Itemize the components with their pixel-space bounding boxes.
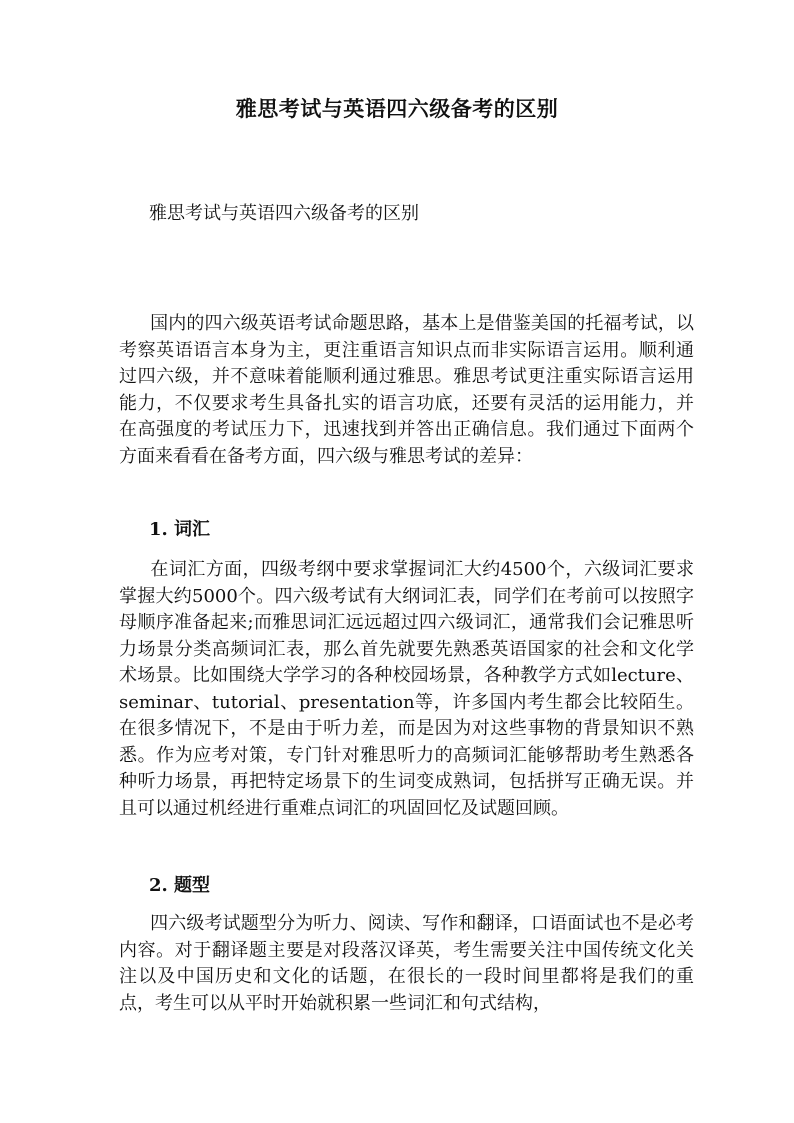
document-subtitle: 雅思考试与英语四六级备考的区别 <box>149 203 419 224</box>
page-title: 雅思考试与英语四六级备考的区别 <box>235 96 559 121</box>
question-types-paragraph <box>119 911 694 1017</box>
vocabulary-paragraph-text: 在词汇方面，四级考纲中要求掌握词汇大约4500个，六级词汇要求掌握大约5000个。四六级考试有大纲词汇表，同学们在考前可以按照字母顺序准备起来;而雅思词汇远远超过四六级词汇，通常我们会记雅思听力场景分类高频词汇表，那么首先就要先熟悉英语国家的社会和文化学术场景。比如围绕大学学习的各种校园场景，各种教学方式如lecture、seminar、tutorial、presentation等，许多国内考生都会比较陌生。在很多情况下，不是由于听力差，而是因为对这些事物的背景知识不熟悉。作为应考对策，专门针对雅思听力的高频词汇能够帮助考生熟悉各种听力场景，再把特定场景下的生词变成熟词，包括拼写正确无误。并且可以通过机经进行重难点词汇的巩固回忆及试题回顾。 <box>119 559 694 819</box>
section-heading-vocabulary: 1. 词汇 <box>149 519 211 540</box>
intro-paragraph <box>119 311 694 470</box>
section-heading-question-types: 2. 题型 <box>149 875 211 896</box>
question-types-paragraph-text: 四六级考试题型分为听力、阅读、写作和翻译，口语面试也不是必考内容。对于翻译题主要是对段落汉译英，考生需要关注中国传统文化关注以及中国历史和文化的话题，在很长的一段时间里都将是我们的重点，考生可以从平时开始就积累一些词汇和句式结构， <box>119 913 694 1014</box>
intro-paragraph-text: 国内的四六级英语考试命题思路，基本上是借鉴美国的托福考试，以考察英语语言本身为主，更注重语言知识点而非实际语言运用。顺利通过四六级，并不意味着能顺利通过雅思。雅思考试更注重实际语言运用能力，不仅要求考生具备扎实的语言功底，还要有灵活的运用能力，并在高强度的考试压力下，迅速找到并答出正确信息。我们通过下面两个方面来看看在备考方面，四六级与雅思考试的差异： <box>119 313 694 467</box>
vocabulary-paragraph <box>119 557 694 822</box>
